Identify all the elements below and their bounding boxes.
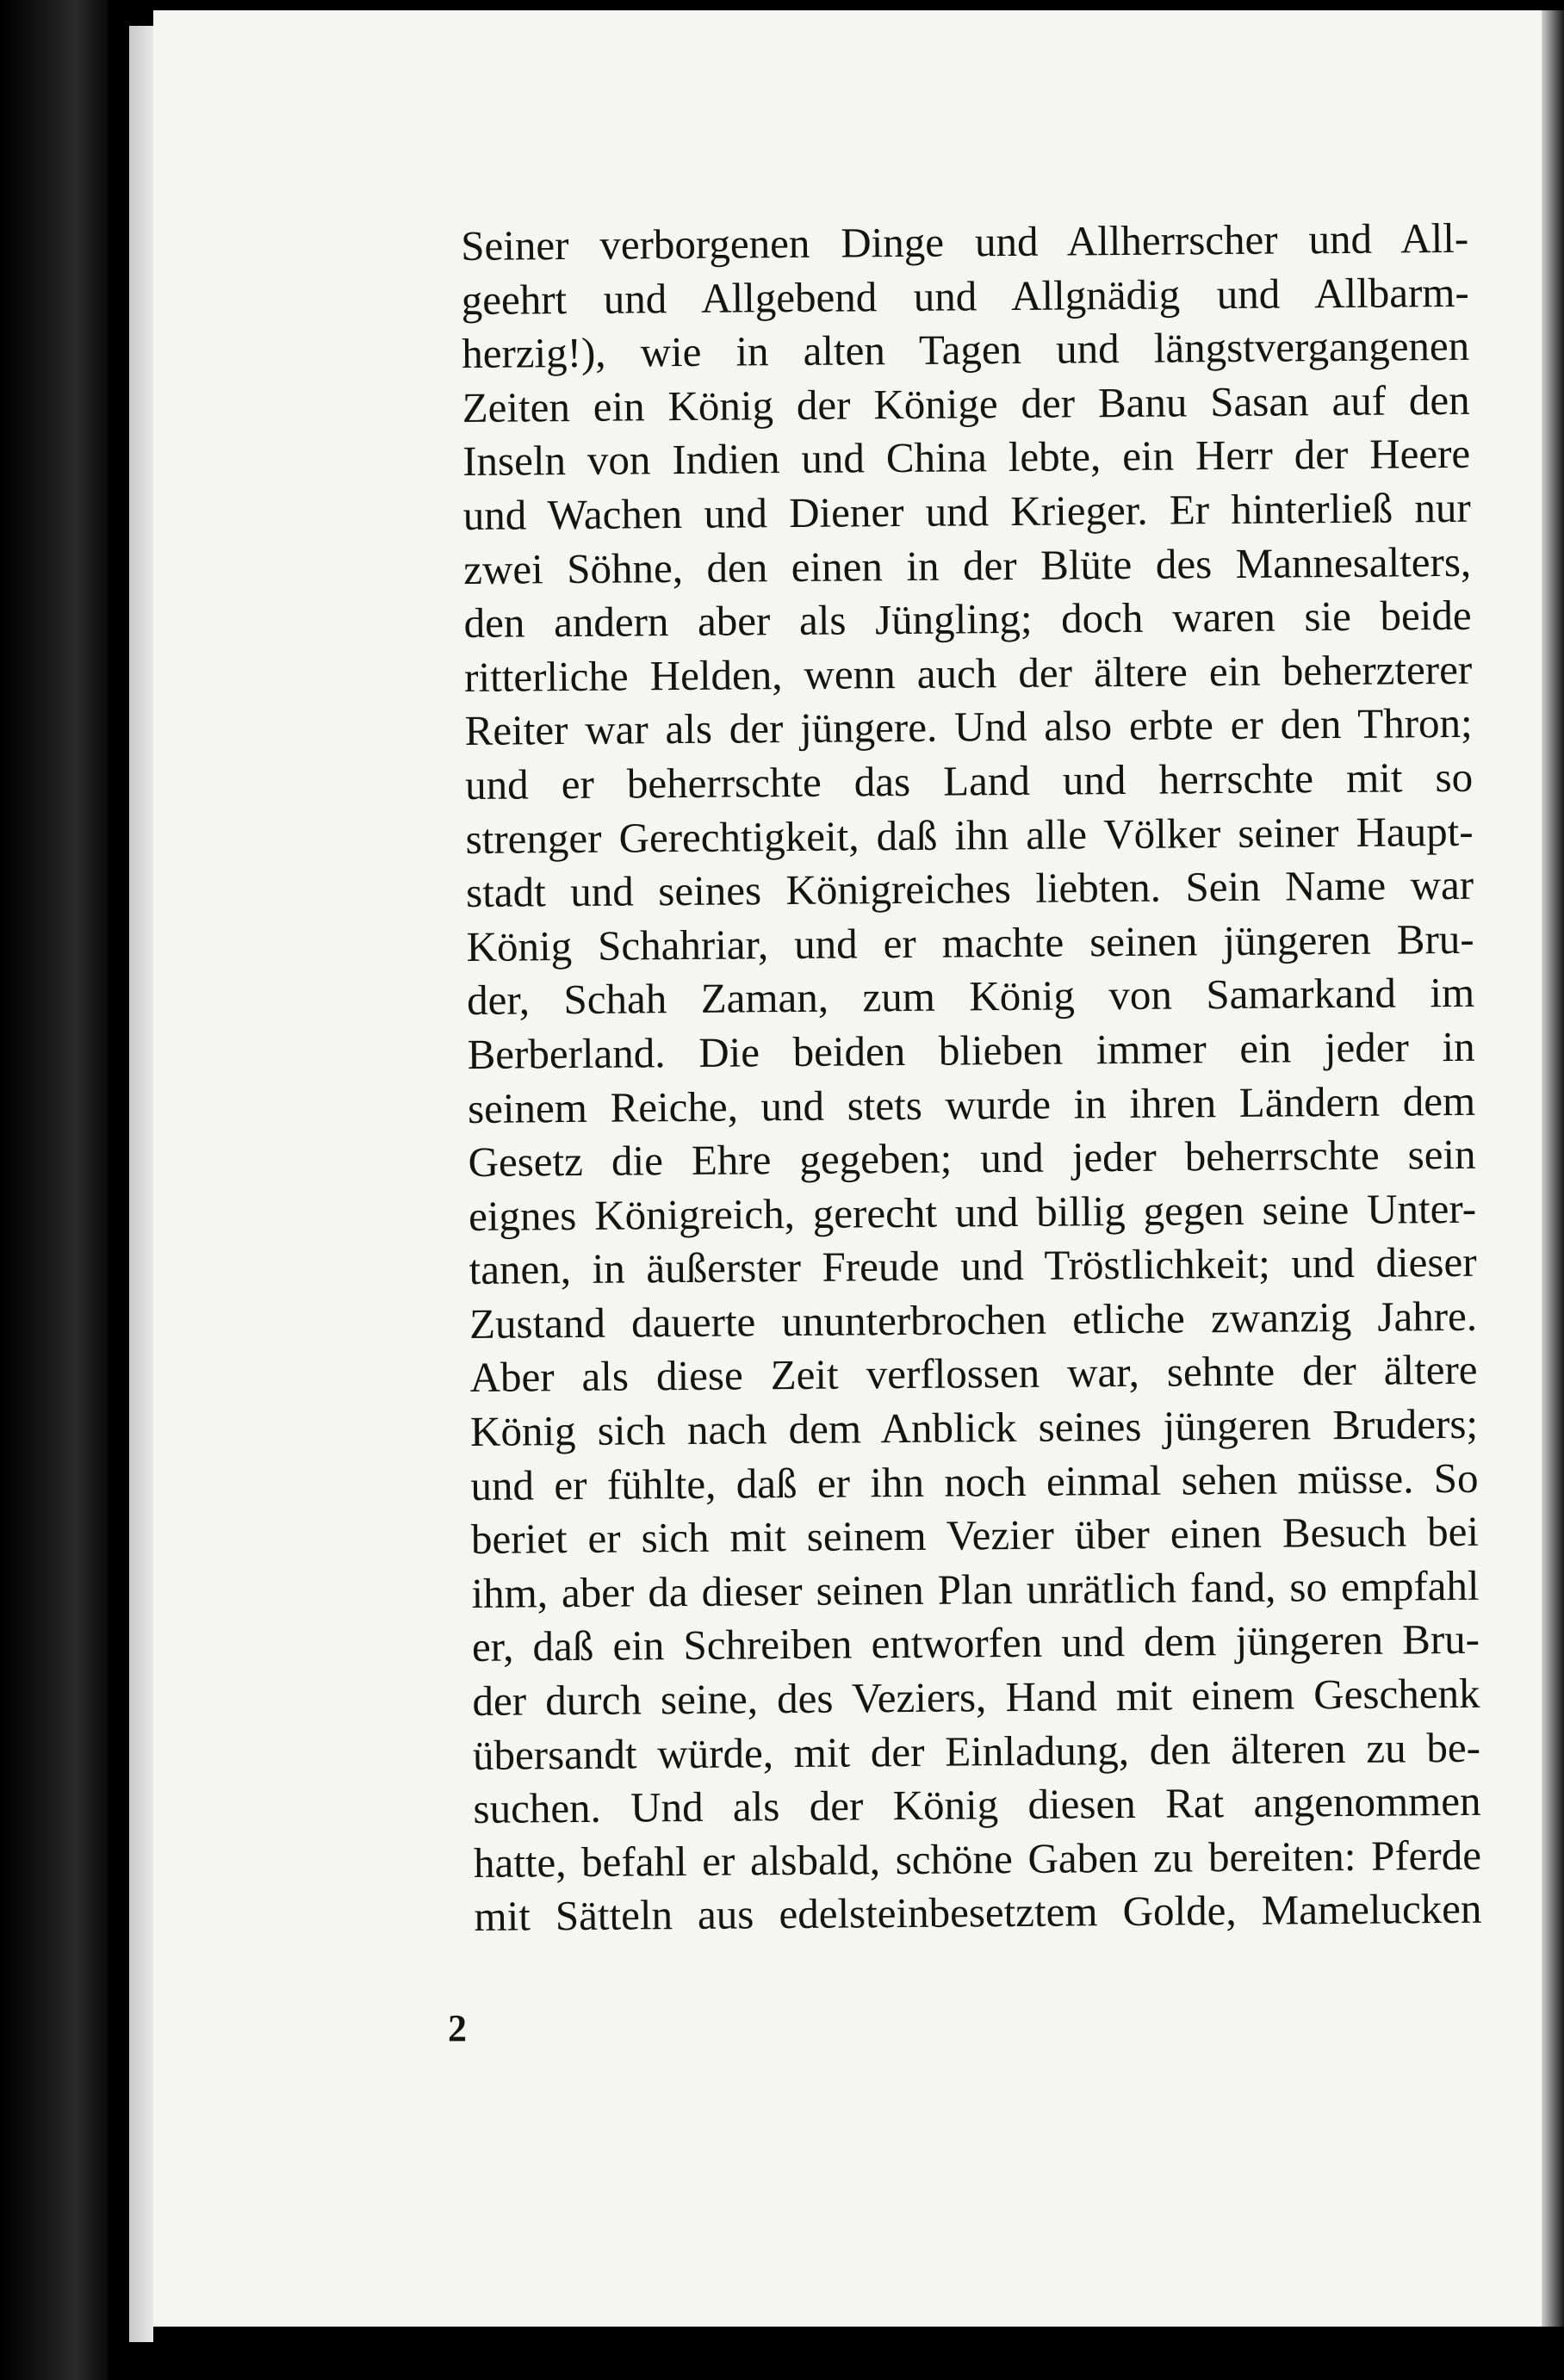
text-line: eignes Königreich, gerecht und billig gegen seine Unter-	[468, 1184, 1477, 1240]
text-line: Zeiten ein König der Könige der Banu Sasan auf den	[462, 375, 1470, 431]
text-line: stadt und seines Königreiches liebten. Sein Name war	[465, 860, 1474, 917]
text-line: seinem Reiche, und stets wurde in ihren Ländern dem	[467, 1076, 1476, 1132]
body-text	[461, 212, 1482, 1944]
page-number: 2	[448, 2007, 467, 2049]
text-line: König Schahriar, und er machte seinen jüngeren Bru-	[466, 914, 1474, 970]
page-right-edge	[1542, 10, 1564, 2327]
text-line: suchen. Und als der König diesen Rat angenommen	[473, 1776, 1481, 1833]
text-line: herzig!), wie in alten Tagen und längstvergangenen	[462, 321, 1470, 378]
text-line: Berberland. Die beiden blieben immer ein jeder in	[467, 1022, 1475, 1078]
text-line: ritterliche Helden, wenn auch der ältere ein beherzterer	[463, 645, 1473, 701]
text-line: beriet er sich mit seinem Vezier über einen Besuch bei	[470, 1508, 1480, 1564]
text-line: König sich nach dem Anblick seines jüngeren Bruders;	[469, 1399, 1479, 1456]
text-line: geehrt und Allgebend und Allgnädig und Allbarm-	[461, 268, 1469, 324]
text-line: den andern aber als Jüngling; doch waren sie beide	[463, 591, 1472, 648]
text-line: Gesetz die Ehre gegeben; und jeder beherrschte sein	[468, 1130, 1476, 1187]
text-line: der durch seine, des Veziers, Hand mit einem Geschenk	[472, 1669, 1480, 1725]
text-line: strenger Gerechtigkeit, daß ihn alle Völker seiner Haupt-	[465, 807, 1474, 863]
text-line: Inseln von Indien und China lebte, ein Herr der Heere	[462, 430, 1471, 486]
text-line: ihm, aber da dieser seinen Plan unrätlich fand, so empfahl	[471, 1561, 1480, 1617]
text-line: er, daß ein Schreiben entworfen und dem jüngeren Bru-	[471, 1615, 1480, 1671]
text-line: Aber als diese Zeit verflossen war, sehnte der ältere	[469, 1346, 1478, 1402]
text-line: tanen, in äußerster Freude und Tröstlichkeit; und dieser	[469, 1238, 1477, 1294]
scan-margin-dark	[0, 0, 108, 2380]
text-line: Reiter war als der jüngere. Und also erbte er den Thron;	[464, 699, 1473, 755]
text-line: zwei Söhne, den einen in der Blüte des Mannesalters,	[462, 537, 1472, 593]
text-line: der, Schah Zaman, zum König von Samarkand im	[466, 969, 1475, 1025]
text-line: Seiner verborgenen Dinge und Allherrscher und All-	[461, 214, 1469, 270]
text-line: übersandt würde, mit der Einladung, den älteren zu be-	[472, 1723, 1481, 1779]
text-line: und Wachen und Diener und Krieger. Er hinterließ nur	[462, 483, 1471, 539]
text-line: Zustand dauerte ununterbrochen etliche zwanzig Jahre.	[469, 1292, 1478, 1348]
text-line: mit Sätteln aus edelsteinbesetztem Golde, Mamelucken	[474, 1885, 1482, 1941]
text-line: und er fühlte, daß er ihn noch einmal sehen müsse. So	[470, 1453, 1479, 1509]
text-line: hatte, befahl er alsbald, schöne Gaben zu bereiten: Pferde	[473, 1831, 1482, 1887]
adjacent-page-edge	[129, 26, 153, 2342]
text-line: und er beherrschte das Land und herrschte mit so	[464, 753, 1474, 809]
